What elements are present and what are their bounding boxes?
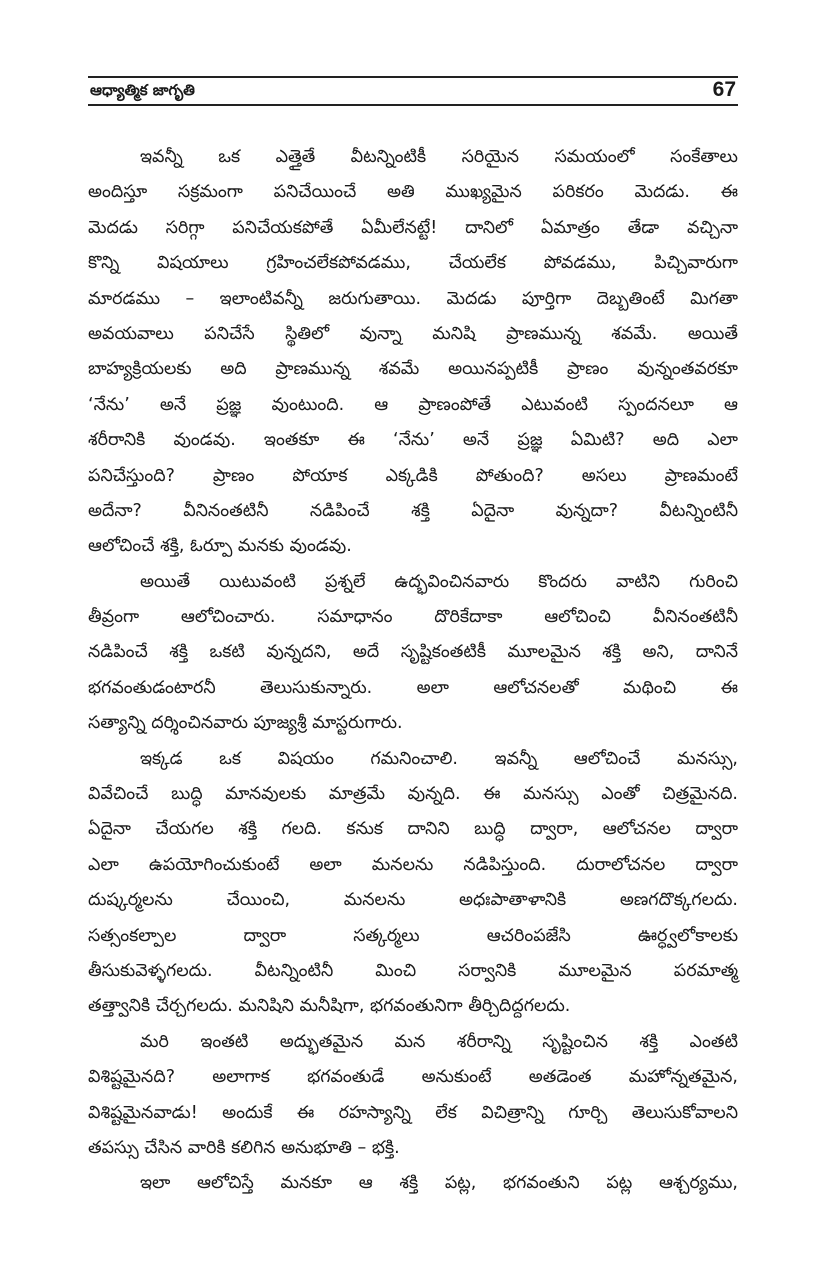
page-header	[88, 76, 738, 106]
text-line: ఇలా ఆలోచిస్తే మనకూ ఆ శక్తి పట్ల, భగవంతుని పట్ల ఆశ్చర్యము,	[140, 1173, 738, 1194]
text-line: అందిస్తూ సక్రమంగా పనిచేయించే అతి ముఖ్యమైన పరికరం మెదడు. ఈ	[88, 182, 738, 203]
body-text	[88, 140, 738, 1202]
text-line: ‘నేను’ అనే ప్రజ్ఞ వుంటుంది. ఆ ప్రాణంపోతే ఎటువంటి స్పందనలూ ఆ	[88, 394, 738, 415]
text-line: తీసుకువెళ్ళగలదు. వీటన్నింటినీ మించి సర్వానికి మూలమైన పరమాత్మ	[88, 960, 738, 981]
text-line: కొన్ని విషయాలు గ్రహించలేకపోవడము, చేయలేక పోవడము, పిచ్చివారుగా	[88, 253, 738, 274]
text-line: ఇవన్నీ ఒక ఎత్తైతే వీటన్నింటికీ సరియైన సమయంలో సంకేతాలు	[140, 147, 738, 167]
header-rule-bottom	[88, 104, 738, 106]
header-rule-top	[88, 76, 738, 78]
text-line: తత్త్వానికి చేర్చగలదు. మనిషిని మనీషిగా, భగవంతునిగా తీర్చిదిద్దగలదు.	[88, 996, 571, 1017]
page-number: 67	[712, 78, 736, 101]
text-line: సత్యాన్ని దర్శించినవారు పూజ్యశ్రీ మాస్టరుగారు.	[88, 713, 403, 734]
text-line: దుష్కర్మలను చేయించి, మనలను అధఃపాతాళానికి అణగదొక్కగలదు.	[88, 890, 738, 911]
text-line: మారడము – ఇలాంటివన్నీ జరుగుతాయి. మెదడు పూర్తిగా దెబ్బతింటే మిగతా	[88, 288, 738, 309]
text-line: అవయవాలు పనిచేసే స్థితిలో వున్నా మనిషి ప్రాణమున్న శవమే. అయితే	[88, 323, 738, 344]
text-line: ఇక్కడ ఒక విషయం గమనించాలి. ఇవన్నీ ఆలోచించే మనస్సు,	[140, 748, 738, 769]
running-title: ఆధ్యాత్మిక జాగృతి	[90, 81, 195, 99]
text-line: తీవ్రంగా ఆలోచించారు. సమాధానం దొరికేదాకా ఆలోచించి వీనినంతటినీ	[88, 607, 738, 628]
text-line: ఎలా ఉపయోగించుకుంటే అలా మనలను నడిపిస్తుంది. దురాలోచనల ద్వారా	[88, 854, 738, 875]
text-line: తపస్సు చేసిన వారికి కలిగిన అనుభూతి – భక్తి.	[88, 1137, 400, 1158]
text-line: అయితే యిటువంటి ప్రశ్నలే ఉద్భవించినవారు కొందరు వాటిని గురించి	[140, 571, 738, 592]
text-line: పనిచేస్తుంది? ప్రాణం పోయాక ఎక్కడికి పోతుంది? అసలు ప్రాణమంటే	[88, 465, 738, 486]
text-line: సత్సంకల్పాల ద్వారా సత్కర్మలు ఆచరింపజేసి ఊర్ధ్వలోకాలకు	[88, 925, 738, 946]
text-line: ఆలోచించే శక్తి, ఓర్పూ మనకు వుండవు.	[88, 536, 352, 557]
text-line: అదేనా? వీనినంతటినీ నడిపించే శక్తి ఏదైనా వున్నదా? వీటన్నింటినీ	[88, 500, 738, 521]
text-line: ఏదైనా చేయగల శక్తి గలది. కనుక దానిని బుద్ధి ద్వారా, ఆలోచనల ద్వారా	[88, 819, 738, 840]
text-line: విశిష్టమైనవాడు! అందుకే ఈ రహస్యాన్ని లేక విచిత్రాన్ని గూర్చి తెలుసుకోవాలని	[88, 1102, 738, 1123]
text-line: శరీరానికి వుండవు. ఇంతకూ ఈ ‘నేను’ అనే ప్రజ్ఞ ఏమిటి? అది ఎలా	[88, 430, 738, 451]
text-line: మరి ఇంతటి అద్భుతమైన మన శరీరాన్ని సృష్టించిన శక్తి ఎంతటి	[140, 1031, 738, 1052]
text-line: బాహ్యక్రియలకు అది ప్రాణమున్న శవమే అయినప్పటికీ ప్రాణం వున్నంతవరకూ	[88, 359, 738, 380]
text-line: మెదడు సరిగ్గా పనిచేయకపోతే ఏమీలేనట్టే! దానిలో ఏమాత్రం తేడా వచ్చినా	[88, 217, 738, 238]
text-line: నడిపించే శక్తి ఒకటి వున్నదని, అదే సృష్టికంతటికీ మూలమైన శక్తి అని, దానినే	[88, 642, 738, 663]
text-line: వివేచించే బుద్ధి మానవులకు మాత్రమే వున్నది. ఈ మనస్సు ఎంతో చిత్రమైనది.	[88, 784, 738, 805]
text-line: భగవంతుడంటారనీ తెలుసుకున్నారు. అలా ఆలోచనలతో మథించి ఈ	[88, 677, 738, 698]
text-line: విశిష్టమైనది? అలాగాక భగవంతుడే అనుకుంటే అతడెంత మహోన్నతమైన,	[88, 1067, 738, 1088]
